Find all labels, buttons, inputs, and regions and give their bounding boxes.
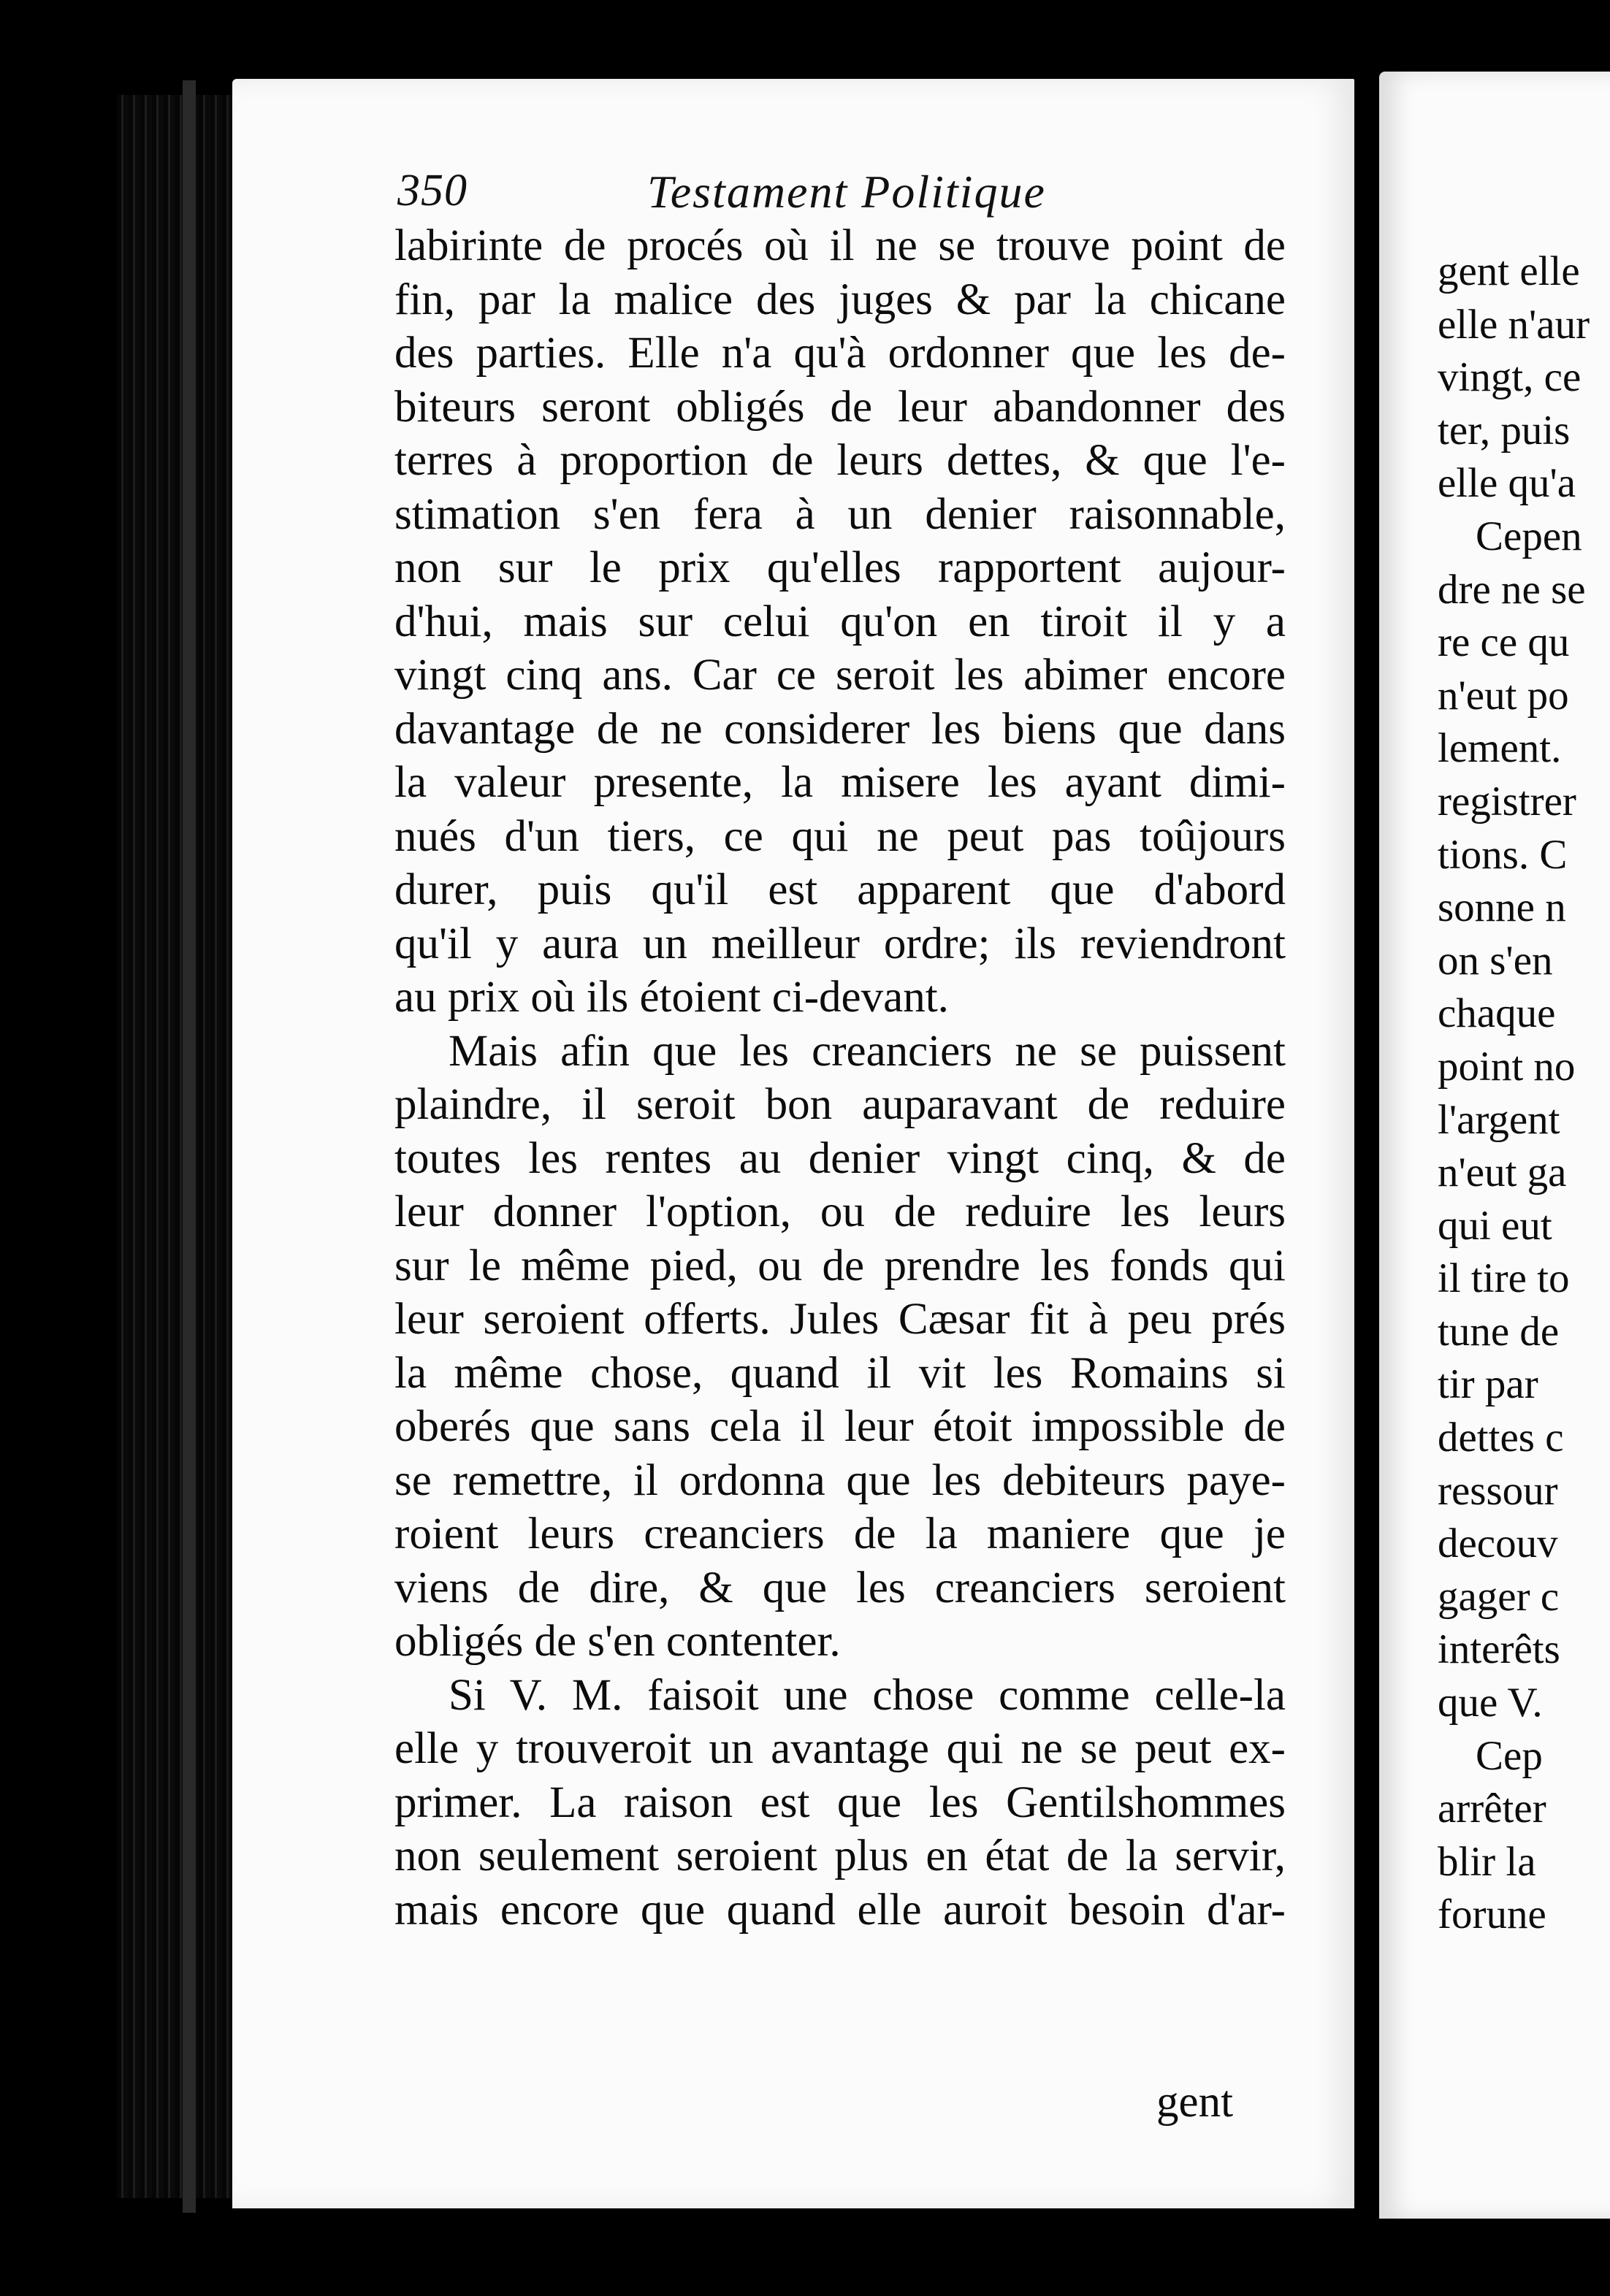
text-line: leur seroient offerts. Jules Cæsar fit à peu prés [394,1295,1286,1344]
text-line: biteurs seront obligés de leur abandonner des [394,382,1286,432]
text-line: toutes les rentes au denier vingt cinq, & de [394,1133,1286,1183]
text-line: on s'en [1438,937,1553,984]
text-line: elle n'aur [1438,301,1590,348]
book-spine [117,95,234,2198]
text-line: tune de [1438,1308,1560,1355]
text-line: vingt, ce [1438,354,1582,401]
spine-gap [183,80,196,2213]
text-line: tir par [1438,1361,1538,1408]
text-line: primer. La raison est que les Gentilshommes [394,1778,1286,1827]
text-line: forune [1438,1891,1546,1938]
text-line: n'eut ga [1438,1149,1567,1196]
paragraph-start: Si V. M. faisoit une chose comme celle-la [449,1670,1286,1720]
text-line: viens de dire, & que les creanciers seroient [394,1563,1286,1612]
text-line: roient leurs creanciers de la maniere que je [394,1509,1286,1558]
text-line: ressour [1438,1467,1558,1514]
text-line: au prix où ils étoient ci-devant. [394,973,949,1022]
right-page [1379,72,1610,2219]
text-line: ter, puis [1438,407,1571,454]
body-text [394,219,1286,1937]
left-page [232,79,1354,2208]
text-line: registrer [1438,778,1576,824]
text-line: qu'il y aura un meilleur ordre; ils reviendront [394,919,1286,968]
text-line: elle y trouveroit un avantage qui ne se peut ex- [394,1724,1286,1773]
text-line: labirinte de procés où il ne se trouve point de [394,221,1286,270]
text-line: mais encore que quand elle auroit besoin d'ar- [394,1885,1286,1935]
text-line: tions. C [1438,831,1568,878]
text-line: davantage de ne considerer les biens que dans [394,704,1286,754]
text-line: stimation s'en fera à un denier raisonnable, [394,489,1286,539]
text-line: l'argent [1438,1096,1560,1143]
text-line: oberés que sans cela il leur étoit impossible de [394,1402,1286,1451]
paragraph-start: Mais afin que les creanciers ne se puissent [449,1026,1286,1076]
text-line: gager c [1438,1573,1560,1620]
text-line: sonne n [1438,884,1566,931]
text-line: il tire to [1438,1255,1570,1302]
paragraph-start: Cepen [1476,513,1582,559]
text-line: non seulement seroient plus en état de la servir, [394,1832,1286,1880]
text-line: qui eut [1438,1202,1552,1249]
text-line: dettes c [1438,1415,1564,1461]
text-line: vingt cinq ans. Car ce seroit les abimer encore [394,651,1286,700]
text-line: elle qu'a [1438,460,1576,507]
text-line: sur le même pied, ou de prendre les fonds qui [394,1241,1286,1290]
text-line: lement. [1438,725,1562,772]
paragraph-start: Cep [1476,1732,1543,1779]
text-line: decouv [1438,1520,1558,1567]
text-line: blir la [1438,1838,1536,1885]
text-line: obligés de s'en contenter. [394,1617,841,1666]
running-title: Testament Politique [647,166,1046,218]
right-page-text [1438,245,1610,1942]
text-line: que V. [1438,1680,1543,1726]
text-line: fin, par la malice des juges & par la chicane [394,275,1286,324]
text-line: re ce qu [1438,619,1570,666]
text-line: arrêter [1438,1786,1546,1832]
text-line: interêts [1438,1626,1560,1673]
text-line: terres à proportion de leurs dettes, & que l'e- [394,436,1286,485]
text-line: point no [1438,1043,1576,1090]
text-line: leur donner l'option, ou de reduire les leurs [394,1187,1286,1236]
text-line: nués d'un tiers, ce qui ne peut pas toûjours [394,811,1286,861]
text-line: non sur le prix qu'elles rapportent aujour- [394,543,1286,592]
text-line: la même chose, quand il vit les Romains si [394,1348,1286,1398]
catchword: gent [1156,2078,1234,2127]
text-line: chaque [1438,990,1556,1037]
text-line: gent elle [1438,248,1580,294]
text-line: se remettre, il ordonna que les debiteurs paye- [394,1455,1286,1505]
text-line: la valeur presente, la misere les ayant dimi- [394,758,1286,807]
text-line: des parties. Elle n'a qu'à ordonner que les de- [394,329,1286,378]
text-line: n'eut po [1438,672,1569,719]
page-number: 350 [397,166,468,215]
text-line: d'hui, mais sur celui qu'on en tiroit il y a [394,597,1286,646]
text-line: dre ne se [1438,566,1586,613]
text-line: durer, puis qu'il est apparent que d'abord [394,865,1286,914]
text-line: plaindre, il seroit bon auparavant de reduire [394,1080,1286,1129]
